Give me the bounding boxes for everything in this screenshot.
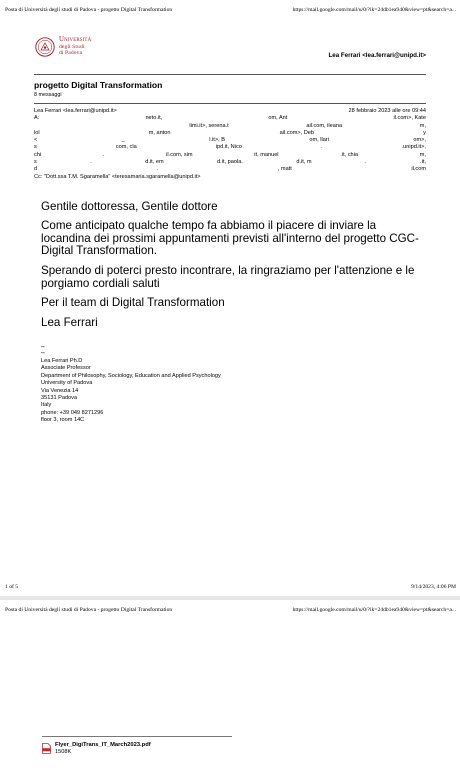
message-sender-name: Lea Ferrari bbox=[41, 316, 98, 329]
recipient-fragment: l.it>, B bbox=[209, 137, 225, 144]
message-cc: Cc: "Dott.ssa T.M. Sgaramella" <teresamaria.sgaramella@unipd.it> bbox=[34, 173, 201, 180]
recipient-line bbox=[34, 166, 426, 173]
pdf-icon bbox=[42, 743, 51, 754]
recipient-fragment: A: bbox=[34, 115, 40, 122]
message-greeting: Gentile dottoressa, Gentile dottore bbox=[41, 200, 218, 213]
university-seal-icon bbox=[35, 37, 55, 57]
recipient-fragment: .unipd.it>, bbox=[401, 144, 426, 151]
message-paragraph-1: Come anticipato qualche tempo fa abbiamo il piacere di inviare la locandina dei prossimi appuntamenti previsti all'interno del progetto CGC-Digital Transformation. bbox=[41, 219, 419, 258]
signature-line: Italy bbox=[41, 402, 52, 409]
recipient-fragment: it, manuel bbox=[254, 151, 279, 158]
recipient-fragment: chi bbox=[34, 151, 42, 158]
email-signature: -- -- Lea Ferrari Ph.D Associate Professor Department of Philosophy, Sociology, Education and Applied Psychology University of Padova Via Venezia 14 35131 Padova Italy phone: +39 049 8271296 floor 3, room 14C bbox=[41, 344, 221, 424]
recipient-fragment: y bbox=[423, 129, 426, 136]
recipient-fragment: om>, bbox=[413, 137, 426, 144]
page-number: 1 of 5 bbox=[5, 584, 19, 590]
print-header-url: https://mail.google.com/mail/u/0/?ik=24db1ea940&view=pt&search=a... bbox=[292, 607, 456, 613]
recipient-fragment: .it, bbox=[420, 159, 426, 166]
recipient-fragment: s bbox=[34, 159, 37, 166]
university-logo bbox=[35, 37, 91, 57]
recipient-fragment: ipd.it, Nico bbox=[215, 144, 242, 151]
recipient-fragment: m, bbox=[419, 122, 426, 129]
thread-divider bbox=[34, 103, 426, 104]
recipient-fragment: om, llari bbox=[309, 137, 329, 144]
recipient-fragment: il.com, sim bbox=[166, 151, 193, 158]
print-header bbox=[5, 607, 456, 613]
recipient-fragment: m, anton bbox=[148, 129, 171, 136]
recipient-fragment: . bbox=[365, 159, 367, 166]
recipient-fragment: neto.it, bbox=[145, 115, 163, 122]
signature-line: 35131 Padova bbox=[41, 395, 78, 402]
signature-line: Associate Professor bbox=[41, 365, 91, 372]
message-recipients bbox=[34, 115, 426, 173]
recipient-fragment: < bbox=[34, 137, 38, 144]
recipient-fragment: d.it, m bbox=[296, 159, 312, 166]
recipient-fragment: , matt bbox=[277, 166, 292, 173]
recipient-fragment: . bbox=[102, 151, 105, 158]
recipient-fragment: . bbox=[156, 166, 159, 173]
recipient-fragment: ail.com>, Deb bbox=[279, 129, 315, 136]
signature-line: Via Venezia 14 bbox=[41, 387, 79, 394]
recipient-fragment: om, Ant bbox=[268, 115, 288, 122]
recipient-fragment: _ bbox=[121, 137, 125, 144]
print-header-title: Posta di Università degli studi di Padova - progetto Digital Transformation bbox=[5, 7, 173, 13]
recipient-line bbox=[34, 137, 426, 144]
message-date: 28 febbraio 2023 alle ore 09:44 bbox=[348, 108, 426, 114]
recipient-line bbox=[34, 144, 426, 151]
recipient-line bbox=[34, 115, 426, 122]
thread-subject: progetto Digital Transformation bbox=[34, 80, 163, 90]
signature-line: phone: +39 049 8271296 bbox=[41, 409, 104, 416]
message-paragraph-2: Sperando di poterci presto incontrare, la ringraziamo per l'attenzione e le porgiamo cordiali saluti bbox=[41, 264, 415, 290]
signature-line: Department of Philosophy, Sociology, Education and Applied Psychology bbox=[41, 372, 221, 379]
print-footer bbox=[5, 584, 456, 590]
message-header bbox=[34, 108, 426, 181]
attachment-divider bbox=[42, 736, 232, 737]
attachment-filename[interactable]: Flyer_DigiTrans_IT_March2023.pdf bbox=[55, 742, 151, 748]
attachment-size: 1508K bbox=[55, 749, 72, 755]
print-header-title: Posta di Università degli studi di Padova - progetto Digital Transformation bbox=[5, 607, 173, 613]
recipient-line bbox=[34, 123, 426, 130]
header-divider bbox=[34, 74, 426, 75]
recipient-fragment: d bbox=[34, 166, 38, 173]
print-timestamp: 9/14/2023, 4:06 PM bbox=[411, 584, 456, 590]
recipient-line bbox=[34, 159, 426, 166]
message-from: Lea Ferrari <lea.ferrari@unipd.it> bbox=[34, 108, 117, 114]
recipient-fragment: limi.it>, serena.t bbox=[189, 122, 229, 129]
recipient-fragment: .it, chia bbox=[340, 151, 359, 158]
signature-line: Lea Ferrari Ph.D bbox=[41, 358, 83, 364]
signature-line: University of Padova bbox=[41, 380, 93, 387]
recipient-fragment: s bbox=[34, 144, 37, 151]
recipient-line bbox=[34, 130, 426, 137]
recipient-fragment: il.com>, Kate bbox=[393, 115, 426, 122]
recipient-fragment: . bbox=[90, 159, 92, 166]
print-header bbox=[5, 7, 456, 13]
recipient-line bbox=[34, 152, 426, 159]
print-header-url: https://mail.google.com/mail/u/0/?ik=24db1ea940&view=pt&search=a... bbox=[292, 7, 456, 13]
recipient-fragment: m, bbox=[419, 151, 426, 158]
recipient-fragment: d.it, em bbox=[145, 159, 164, 166]
recipient-fragment: com, cla bbox=[115, 144, 137, 151]
recipient-fragment: lol bbox=[34, 129, 40, 136]
recipient-fragment: . bbox=[320, 144, 323, 151]
recipient-fragment: ail.com, ileana bbox=[306, 122, 343, 129]
account-email: Lea Ferrari <lea.ferrari@unipd.it> bbox=[328, 52, 426, 59]
recipient-fragment: d.it, paola. bbox=[217, 159, 243, 166]
university-name: Università degli Studi di Padova bbox=[59, 36, 92, 57]
signature-line: floor 3, room 14C bbox=[41, 417, 85, 424]
message-closing: Per il team di Digital Transformation bbox=[41, 296, 225, 309]
attachment-item[interactable] bbox=[42, 742, 151, 756]
print-page-2 bbox=[0, 600, 460, 771]
message-count: 8 messaggi bbox=[34, 92, 62, 98]
recipient-fragment: il.com bbox=[411, 166, 426, 173]
